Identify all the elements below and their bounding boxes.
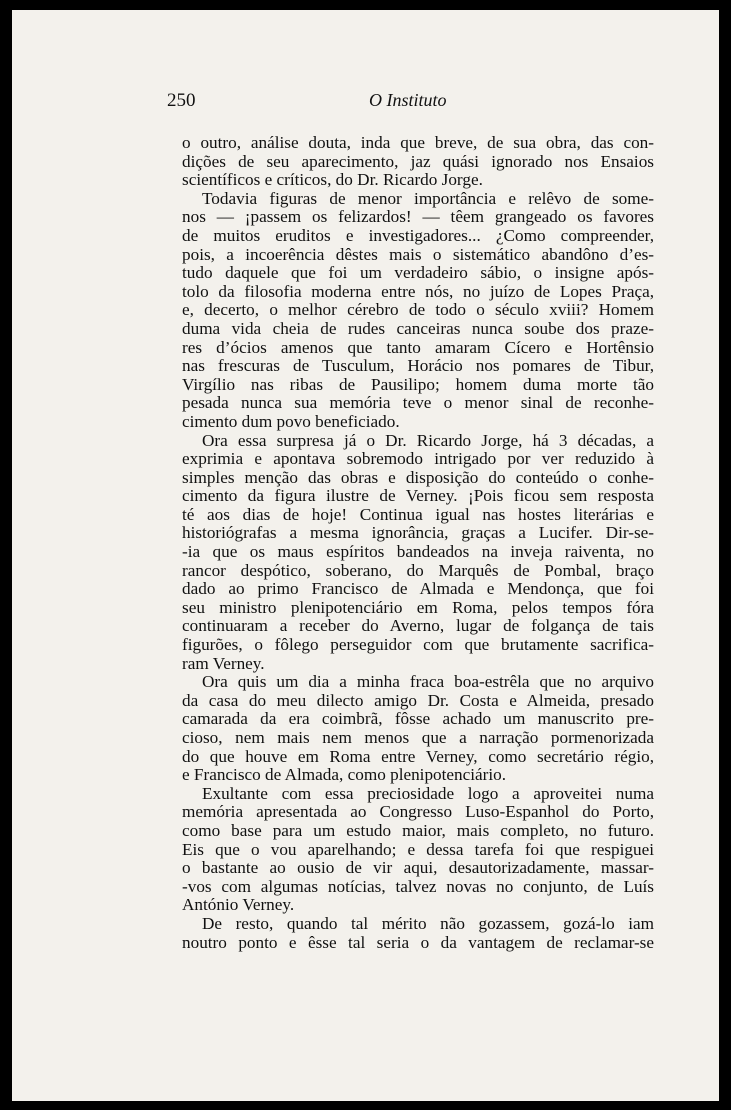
text-line: tudo daquele que foi um verdadeiro sábio, o insigne após- — [182, 263, 654, 283]
text-line: dado ao primo Francisco de Almada e Mendonça, que foi — [182, 579, 654, 599]
text-line: e, decerto, o melhor cérebro de todo o século xviii? Homem — [182, 300, 654, 320]
text-line: cimento da figura ilustre de Verney. ¡Pois ficou sem resposta — [182, 486, 654, 506]
paragraph — [182, 915, 654, 952]
running-title: O Instituto — [369, 90, 447, 110]
text-line: té aos dias de hoje! Continua igual nas hostes literárias e — [182, 504, 654, 524]
text-line: o outro, análise douta, inda que breve, de sua obra, das con- — [182, 133, 654, 152]
text-line: figurões, o fôlego perseguidor com que brutamente sacrifica- — [182, 635, 654, 655]
text-line: ram Verney. — [182, 653, 265, 673]
text-line: Virgílio nas ribas de Pausilipo; homem duma morte tão — [182, 374, 654, 394]
text-line: António Verney. — [182, 895, 295, 915]
text-line: dições de seu aparecimento, jaz quási ignorado nos Ensaios — [182, 151, 654, 171]
page-number: 250 — [167, 90, 196, 111]
text-line: e Francisco de Almada, como plenipotenciário. — [182, 765, 507, 785]
text-line: noutro ponto e êsse tal seria o da vantagem de reclamar-se — [182, 932, 654, 952]
text-line: pesada nunca sua memória teve o menor sinal de reconhe- — [182, 393, 654, 413]
text-line: cimento dum povo beneficiado. — [182, 411, 400, 431]
text-line: Exultante com essa preciosidade logo a aproveitei numa — [202, 783, 654, 803]
text-line: tolo da filosofia moderna entre nós, no juízo de Lopes Praça, — [182, 281, 654, 301]
body-text — [182, 134, 654, 952]
paragraph — [182, 432, 654, 674]
text-line: Todavia figuras de menor importância e relêvo de some- — [202, 188, 654, 208]
text-line: Eis que o vou aparelhando; e dessa tarefa foi que respiguei — [182, 839, 654, 859]
text-line: cioso, nem mais nem menos que a narração pormenorizada — [182, 728, 654, 747]
text-line: continuaram a receber do Averno, lugar de folgança de tais — [182, 616, 654, 636]
text-line: pois, a incoerência dêstes mais o sistemático abandôno d’es- — [182, 244, 654, 264]
text-line: o bastante ao ousio de vir aqui, desautorizadamente, massar- — [182, 858, 654, 878]
text-line: do que houve em Roma entre Verney, como secretário régio, — [182, 746, 654, 766]
text-line: simples menção das obras e disposição do conteúdo o conhe- — [182, 467, 654, 487]
text-line: De resto, quando tal mérito não gozassem, gozá-lo iam — [202, 913, 654, 933]
text-line: exprimia e apontava sobremodo intrigado por ver reduzido à — [182, 449, 654, 469]
text-line: nos — ¡passem os felizardos! — têem grangeado os favores — [182, 207, 654, 227]
text-line: da casa do meu dilecto amigo Dr. Costa e Almeida, presado — [182, 690, 654, 710]
text-line: duma vida cheia de rudes canceiras nunca soube dos praze- — [182, 318, 654, 338]
text-line: Ora quis um dia a minha fraca boa-estrêla que no arquivo — [202, 672, 654, 692]
text-line: historiógrafas a mesma ignorância, graças a Lucifer. Dir-se- — [182, 523, 654, 543]
paragraph — [182, 134, 654, 190]
text-line: camarada da era coimbrã, fôsse achado um manuscrito pre- — [182, 709, 654, 729]
text-line: -vos com algumas notícias, talvez novas no conjunto, de Luís — [182, 876, 654, 896]
text-line: de muitos eruditos e investigadores... ¿Como compreender, — [182, 225, 654, 245]
text-line: res d’ócios amenos que tanto amaram Cícero e Hortênsio — [182, 337, 654, 357]
text-line: memória apresentada ao Congresso Luso-Espanhol do Porto, — [182, 802, 654, 822]
text-line: nas frescuras de Tusculum, Horácio nos pomares de Tibur, — [182, 356, 654, 376]
text-line: -ia que os maus espíritos bandeados na inveja raiventa, no — [182, 542, 654, 562]
paragraph — [182, 785, 654, 915]
page-header — [167, 90, 647, 118]
text-line: seu ministro plenipotenciário em Roma, pelos tempos fóra — [182, 597, 654, 617]
paragraph — [182, 190, 654, 432]
text-line: Ora essa surpresa já o Dr. Ricardo Jorge, há 3 décadas, a — [202, 430, 654, 450]
book-page — [12, 10, 719, 1101]
text-line: como base para um estudo maior, mais completo, no futuro. — [182, 820, 654, 840]
text-line: rancor despótico, soberano, do Marquês de Pombal, braço — [182, 560, 654, 580]
text-line: scientíficos e críticos, do Dr. Ricardo Jorge. — [182, 170, 483, 190]
paragraph — [182, 673, 654, 785]
